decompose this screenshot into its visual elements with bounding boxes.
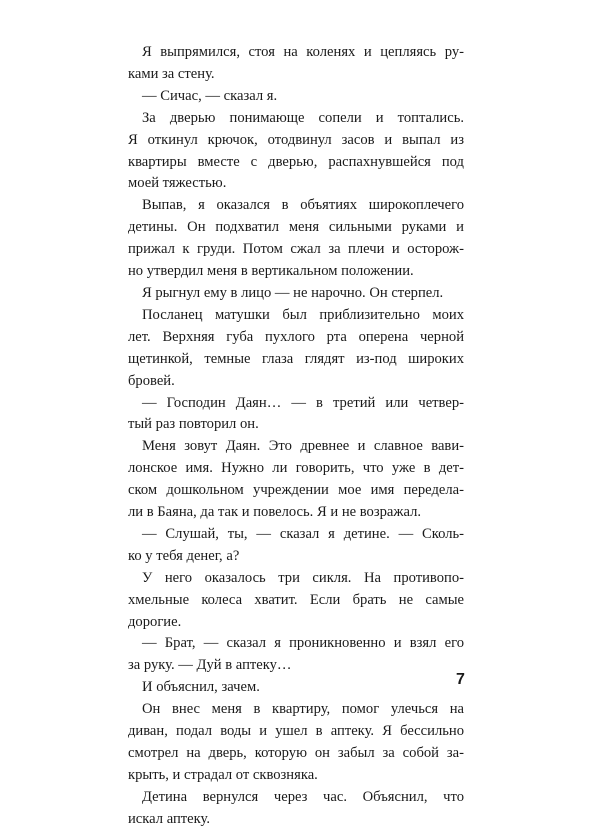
text-line: прижал к груди. Потом сжал за плечи и осторож- bbox=[128, 241, 464, 258]
text-line: за руку. — Дуй в аптеку… bbox=[128, 657, 292, 674]
text-line: Я выпрямился, стоя на коленях и цепляясь ру- bbox=[142, 44, 464, 60]
text-line: лонское имя. Нужно ли говорить, что уже в дет- bbox=[128, 460, 464, 477]
text-line: — Сичас, — сказал я. bbox=[142, 87, 278, 104]
text-line: За дверью понимающе сопели и топтались. bbox=[142, 109, 464, 126]
text-line: щетинкой, темные глаза глядят из-под широких bbox=[128, 350, 464, 367]
text-line: моей тяжестью. bbox=[128, 175, 227, 192]
text-line: — Господин Даян… — в третий или четвер- bbox=[142, 394, 464, 411]
text-line: тый раз повторил он. bbox=[128, 416, 259, 433]
text-line: ском дошкольном учреждении мое имя переделa- bbox=[128, 482, 464, 499]
body-text bbox=[128, 42, 464, 831]
text-line: Я откинул крючок, отодвинул засов и выпал из bbox=[128, 131, 464, 148]
text-line: ли в Баяна, да так и повелось. Я и не возражал. bbox=[128, 504, 422, 521]
text-line: смотрел на дверь, которую он забыл за собой за- bbox=[128, 745, 464, 761]
page-number: 7 bbox=[456, 671, 465, 688]
text-line: Выпав, я оказался в объятиях широкоплечего bbox=[142, 197, 464, 214]
text-line: диван, подал воды и ушел в аптеку. Я бессильно bbox=[128, 723, 464, 740]
text-line: искал аптеку. bbox=[128, 810, 211, 827]
text-line: но утвердил меня в вертикальном положении. bbox=[128, 263, 414, 280]
text-line: Детина вернулся через час. Объяснил, что bbox=[142, 788, 464, 805]
text-line: квартиры вместе с дверью, распахнувшейся под bbox=[128, 153, 464, 170]
text-line: Он внес меня в квартиру, помог улечься на bbox=[142, 701, 464, 718]
text-line: детины. Он подхватил меня сильными руками и bbox=[128, 219, 464, 236]
text-line: ками за стену. bbox=[128, 65, 215, 82]
text-line: крыть, и страдал от сквозняка. bbox=[128, 766, 318, 783]
text-line: — Брат, — сказал я проникновенно и взял его bbox=[142, 635, 464, 652]
text-line: Меня зовут Даян. Это древнее и славное вави- bbox=[142, 438, 464, 455]
text-line: лет. Верхняя губа пухлого рта оперена черной bbox=[128, 328, 464, 345]
text-line: ко у тебя денег, а? bbox=[128, 547, 240, 564]
text-line: У него оказалось три сикля. На противопо- bbox=[142, 569, 464, 586]
text-line: дорогие. bbox=[128, 613, 182, 630]
text-line: Посланец матушки был приблизительно моих bbox=[142, 306, 464, 323]
text-line: бровей. bbox=[128, 372, 175, 389]
text-line: Я рыгнул ему в лицо — не нарочно. Он стерпел. bbox=[142, 284, 444, 301]
text-line: — Слушай, ты, — сказал я детине. — Сколь- bbox=[142, 525, 464, 542]
text-line: И объяснил, зачем. bbox=[142, 679, 260, 696]
text-line: хмельные колеса хватит. Если брать не самые bbox=[128, 591, 464, 608]
